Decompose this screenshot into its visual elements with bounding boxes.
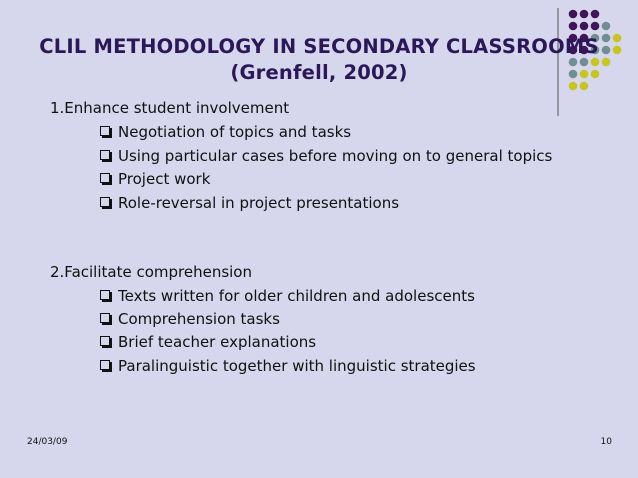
decorative-dot bbox=[569, 10, 578, 19]
footer-date: 24/03/09 bbox=[27, 437, 68, 447]
bullet-text: Negotiation of topics and tasks bbox=[118, 123, 352, 141]
bullet-item bbox=[100, 286, 475, 306]
bullet-text: Project work bbox=[118, 170, 211, 188]
slide-title bbox=[0, 34, 638, 86]
bullet-item bbox=[100, 169, 210, 189]
bullet-text: Brief teacher explanations bbox=[118, 333, 317, 351]
square-bullet-icon bbox=[100, 290, 110, 300]
bullet-item bbox=[100, 122, 351, 142]
decorative-dot bbox=[591, 22, 600, 31]
decorative-dot bbox=[602, 22, 611, 31]
section-heading-2: 2.Facilitate comprehension bbox=[50, 263, 252, 281]
bullet-item bbox=[100, 332, 316, 352]
square-bullet-icon bbox=[100, 336, 110, 346]
decorative-dot bbox=[569, 22, 578, 31]
bullet-text: Comprehension tasks bbox=[118, 310, 280, 328]
footer-page-number: 10 bbox=[600, 437, 612, 447]
bullet-item bbox=[100, 193, 399, 213]
section-heading-1: 1.Enhance student involvement bbox=[50, 99, 290, 117]
square-bullet-icon bbox=[100, 197, 110, 207]
bullet-item bbox=[100, 356, 476, 376]
square-bullet-icon bbox=[100, 360, 110, 370]
bullet-text: Role-reversal in project presentations bbox=[118, 194, 400, 212]
title-line-1: CLIL METHODOLOGY IN SECONDARY CLASSROOMS bbox=[39, 35, 599, 58]
bullet-item bbox=[100, 146, 552, 166]
bullet-text: Using particular cases before moving on to general topics bbox=[118, 147, 553, 165]
square-bullet-icon bbox=[100, 126, 110, 136]
title-line-2: (Grenfell, 2002) bbox=[230, 61, 408, 84]
decorative-dot bbox=[580, 10, 589, 19]
decorative-dot bbox=[591, 10, 600, 19]
square-bullet-icon bbox=[100, 313, 110, 323]
bullet-item bbox=[100, 309, 280, 329]
bullet-text: Paralinguistic together with linguistic strategies bbox=[118, 357, 476, 375]
decorative-dot bbox=[580, 22, 589, 31]
square-bullet-icon bbox=[100, 150, 110, 160]
square-bullet-icon bbox=[100, 173, 110, 183]
bullet-text: Texts written for older children and adolescents bbox=[118, 287, 475, 305]
